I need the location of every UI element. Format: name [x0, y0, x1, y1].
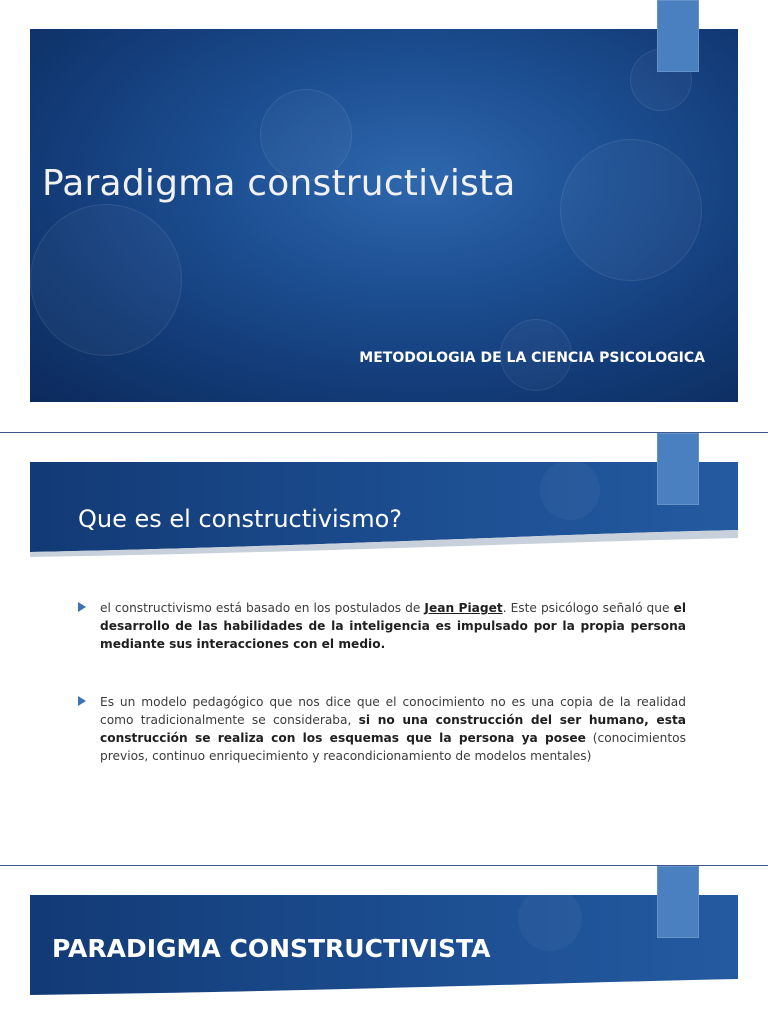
title-slide	[0, 0, 768, 432]
slide-title: Paradigma constructivista	[42, 163, 516, 204]
bullet-list	[78, 599, 686, 805]
slide-title: PARADIGMA CONSTRUCTIVISTA	[52, 934, 491, 963]
accent-tab	[657, 433, 699, 505]
bullet-text: el constructivismo está basado en los postulados de Jean Piaget. Este psicólogo señaló que el desarrollo de las habilidades de la inteligencia es impulsado por la propia persona mediante sus interacciones con el medio.	[100, 601, 686, 651]
list-item	[78, 693, 686, 765]
section-slide	[0, 866, 768, 1024]
jean-piaget-link[interactable]: Jean Piaget	[424, 601, 503, 615]
bullet-text: Es un modelo pedagógico que nos dice que el conocimiento no es una copia de la realidad como tradicionalmente se consideraba, si no una construcción del ser humano, esta construcción se realiza con los esquemas que la persona ya posee (conocimientos previos, continuo enriquecimiento y reacondicionamiento de modelos mentales)	[100, 695, 686, 763]
title-banner	[30, 29, 738, 402]
list-item	[78, 599, 686, 653]
content-slide	[0, 433, 768, 865]
accent-tab	[657, 866, 699, 938]
slide-subtitle: METODOLOGIA DE LA CIENCIA PSICOLOGICA	[359, 350, 705, 366]
slide-title: Que es el constructivismo?	[78, 505, 402, 533]
triangle-bullet-icon	[78, 696, 86, 706]
triangle-bullet-icon	[78, 602, 86, 612]
accent-tab	[657, 0, 699, 72]
